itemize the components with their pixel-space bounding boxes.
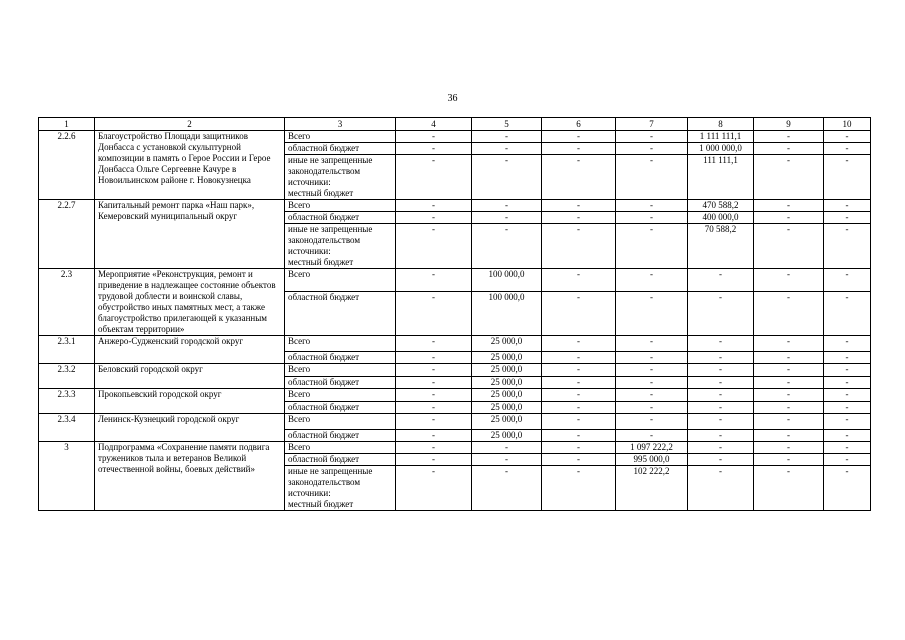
cell-dash: -: [472, 131, 542, 143]
cell-dash: -: [688, 364, 754, 377]
col-header-4: 4: [396, 118, 472, 131]
cell-value: 1 000 000,0: [688, 143, 754, 155]
row-number: 2.2.7: [39, 200, 95, 269]
cell-dash: -: [824, 224, 871, 269]
col-header-1: 1: [39, 118, 95, 131]
cell-dash: -: [688, 430, 754, 442]
cell-dash: -: [396, 364, 472, 377]
cell-dash: -: [472, 143, 542, 155]
cell-dash: -: [542, 389, 616, 402]
row-name: Благоустройство Площади защитников Донбасса с установкой скульптурной композиции в память о Герое России и Герое Донбасса Ольге Сергеевне Качуре в Новоильинском районе г. Новокузнецка: [95, 131, 285, 200]
row-number: 2.3.3: [39, 389, 95, 414]
budget-table: [38, 117, 871, 511]
cell-dash: -: [472, 224, 542, 269]
cell-dash: -: [616, 389, 688, 402]
source-total: Всего: [285, 414, 396, 430]
cell-dash: -: [824, 143, 871, 155]
cell-dash: -: [754, 212, 824, 224]
cell-dash: -: [396, 131, 472, 143]
col-header-9: 9: [754, 118, 824, 131]
row-name: Мероприятие «Реконструкция, ремонт и приведение в надлежащее состояние объектов трудовой доблести и воинской славы, обустройство иных памятных мест, а также благоустройство прилегающей к указанным объектам территории»: [95, 269, 285, 336]
cell-dash: -: [472, 200, 542, 212]
source-total: Всего: [285, 200, 396, 212]
table-row: [39, 442, 871, 454]
cell-dash: -: [616, 430, 688, 442]
source-total: Всего: [285, 336, 396, 352]
source-other: иные не запрещенные законодательством источники:: [285, 155, 396, 189]
cell-dash: -: [542, 155, 616, 200]
cell-dash: -: [396, 155, 472, 200]
source-total: Всего: [285, 131, 396, 143]
cell-value: 100 000,0: [472, 292, 542, 336]
cell-value: 25 000,0: [472, 389, 542, 402]
cell-dash: -: [472, 466, 542, 511]
cell-dash: -: [542, 143, 616, 155]
cell-dash: -: [472, 442, 542, 454]
cell-dash: -: [824, 466, 871, 511]
cell-value: 25 000,0: [472, 377, 542, 389]
cell-dash: -: [688, 336, 754, 352]
cell-dash: -: [754, 269, 824, 292]
source-other: иные не запрещенные законодательством источники:: [285, 224, 396, 258]
table-row: [39, 200, 871, 212]
cell-dash: -: [616, 364, 688, 377]
col-header-3: 3: [285, 118, 396, 131]
cell-dash: -: [396, 269, 472, 292]
cell-dash: -: [754, 454, 824, 466]
cell-dash: -: [824, 364, 871, 377]
row-number: 2.3.4: [39, 414, 95, 442]
cell-value: 25 000,0: [472, 402, 542, 414]
col-header-2: 2: [95, 118, 285, 131]
cell-dash: -: [616, 155, 688, 200]
cell-dash: -: [542, 414, 616, 430]
cell-dash: -: [542, 377, 616, 389]
cell-dash: -: [824, 292, 871, 336]
cell-dash: -: [824, 352, 871, 364]
cell-dash: -: [396, 414, 472, 430]
source-regional: областной бюджет: [285, 377, 396, 389]
source-regional: областной бюджет: [285, 430, 396, 442]
row-name: Прокопьевский городской округ: [95, 389, 285, 414]
cell-dash: -: [754, 336, 824, 352]
cell-dash: -: [824, 200, 871, 212]
cell-dash: -: [396, 224, 472, 269]
cell-dash: -: [824, 454, 871, 466]
cell-dash: -: [542, 466, 616, 511]
cell-dash: -: [824, 155, 871, 200]
cell-dash: -: [396, 336, 472, 352]
cell-dash: -: [754, 224, 824, 269]
cell-dash: -: [542, 430, 616, 442]
source-regional: областной бюджет: [285, 292, 396, 336]
cell-dash: -: [396, 352, 472, 364]
cell-dash: -: [396, 377, 472, 389]
cell-value: 400 000,0: [688, 212, 754, 224]
row-name: Ленинск-Кузнецкий городской округ: [95, 414, 285, 442]
table-row: [39, 389, 871, 402]
cell-dash: -: [824, 414, 871, 430]
header-row: [39, 118, 871, 131]
cell-value: 1 111 111,1: [688, 131, 754, 143]
row-number: 2.3.2: [39, 364, 95, 389]
cell-value: 25 000,0: [472, 430, 542, 442]
table-row: [39, 336, 871, 352]
source-regional: областной бюджет: [285, 212, 396, 224]
cell-dash: -: [542, 442, 616, 454]
col-header-10: 10: [824, 118, 871, 131]
row-number: 2.2.6: [39, 131, 95, 200]
cell-dash: -: [754, 364, 824, 377]
cell-dash: -: [754, 442, 824, 454]
source-regional: областной бюджет: [285, 454, 396, 466]
cell-dash: -: [754, 377, 824, 389]
cell-dash: -: [688, 352, 754, 364]
cell-dash: -: [616, 402, 688, 414]
cell-dash: -: [754, 352, 824, 364]
cell-dash: -: [396, 430, 472, 442]
cell-dash: -: [688, 389, 754, 402]
cell-dash: -: [754, 389, 824, 402]
row-name: Подпрограмма «Сохранение памяти подвига тружеников тыла и ветеранов Великой отечественной войны, боевых действий»: [95, 442, 285, 511]
cell-dash: -: [688, 292, 754, 336]
cell-dash: -: [688, 269, 754, 292]
cell-value: 25 000,0: [472, 352, 542, 364]
cell-dash: -: [754, 292, 824, 336]
cell-value: 25 000,0: [472, 414, 542, 430]
source-local: местный бюджет: [285, 499, 396, 511]
cell-dash: -: [396, 200, 472, 212]
cell-dash: -: [824, 269, 871, 292]
cell-dash: -: [824, 212, 871, 224]
cell-value: 470 588,2: [688, 200, 754, 212]
cell-dash: -: [396, 292, 472, 336]
row-name: Капитальный ремонт парка «Наш парк», Кемеровский муниципальный округ: [95, 200, 285, 269]
cell-dash: -: [754, 200, 824, 212]
col-header-7: 7: [616, 118, 688, 131]
row-number: 2.3: [39, 269, 95, 336]
source-regional: областной бюджет: [285, 402, 396, 414]
cell-dash: -: [542, 336, 616, 352]
cell-dash: -: [396, 402, 472, 414]
cell-dash: -: [754, 414, 824, 430]
cell-dash: -: [616, 377, 688, 389]
table-row: [39, 414, 871, 430]
cell-dash: -: [542, 131, 616, 143]
cell-dash: -: [396, 212, 472, 224]
source-total: Всего: [285, 389, 396, 402]
cell-dash: -: [542, 352, 616, 364]
cell-dash: -: [542, 402, 616, 414]
row-number: 2.3.1: [39, 336, 95, 364]
source-regional: областной бюджет: [285, 352, 396, 364]
cell-dash: -: [396, 389, 472, 402]
cell-value: 100 000,0: [472, 269, 542, 292]
row-name: Беловский городской округ: [95, 364, 285, 389]
source-total: Всего: [285, 442, 396, 454]
cell-value: 25 000,0: [472, 364, 542, 377]
cell-dash: -: [754, 143, 824, 155]
source-local: местный бюджет: [285, 188, 396, 200]
cell-dash: -: [616, 414, 688, 430]
table-row: [39, 364, 871, 377]
cell-value: 995 000,0: [616, 454, 688, 466]
cell-dash: -: [396, 442, 472, 454]
cell-dash: -: [542, 454, 616, 466]
cell-dash: -: [688, 414, 754, 430]
cell-dash: -: [616, 131, 688, 143]
col-header-5: 5: [472, 118, 542, 131]
table-row: [39, 269, 871, 292]
cell-dash: -: [824, 430, 871, 442]
cell-dash: -: [542, 364, 616, 377]
cell-dash: -: [616, 336, 688, 352]
cell-dash: -: [616, 352, 688, 364]
cell-dash: -: [542, 224, 616, 269]
cell-dash: -: [688, 454, 754, 466]
cell-dash: -: [824, 442, 871, 454]
cell-dash: -: [754, 402, 824, 414]
cell-dash: -: [472, 212, 542, 224]
cell-dash: -: [824, 336, 871, 352]
cell-dash: -: [396, 466, 472, 511]
row-number: 3: [39, 442, 95, 511]
cell-dash: -: [472, 155, 542, 200]
cell-dash: -: [824, 131, 871, 143]
row-name: Анжеро-Судженский городской округ: [95, 336, 285, 364]
source-total: Всего: [285, 364, 396, 377]
source-local: местный бюджет: [285, 257, 396, 269]
cell-dash: -: [824, 389, 871, 402]
cell-dash: -: [472, 454, 542, 466]
source-total: Всего: [285, 269, 396, 292]
cell-dash: -: [688, 377, 754, 389]
cell-dash: -: [396, 143, 472, 155]
cell-dash: -: [754, 155, 824, 200]
cell-dash: -: [616, 224, 688, 269]
cell-dash: -: [688, 442, 754, 454]
col-header-6: 6: [542, 118, 616, 131]
cell-dash: -: [754, 430, 824, 442]
cell-dash: -: [754, 466, 824, 511]
page-number: 36: [447, 93, 458, 104]
cell-dash: -: [688, 466, 754, 511]
cell-dash: -: [542, 292, 616, 336]
cell-dash: -: [616, 200, 688, 212]
cell-dash: -: [824, 402, 871, 414]
cell-value: 111 111,1: [688, 155, 754, 200]
cell-dash: -: [542, 269, 616, 292]
table-row: [39, 131, 871, 143]
cell-dash: -: [616, 292, 688, 336]
source-regional: областной бюджет: [285, 143, 396, 155]
cell-dash: -: [542, 200, 616, 212]
cell-dash: -: [542, 212, 616, 224]
cell-value: 102 222,2: [616, 466, 688, 511]
cell-dash: -: [754, 131, 824, 143]
col-header-8: 8: [688, 118, 754, 131]
cell-dash: -: [396, 454, 472, 466]
cell-dash: -: [688, 402, 754, 414]
cell-value: 70 588,2: [688, 224, 754, 269]
cell-value: 25 000,0: [472, 336, 542, 352]
source-other: иные не запрещенные законодательством источники:: [285, 466, 396, 500]
cell-dash: -: [824, 377, 871, 389]
cell-dash: -: [616, 269, 688, 292]
cell-dash: -: [616, 212, 688, 224]
cell-dash: -: [616, 143, 688, 155]
cell-value: 1 097 222,2: [616, 442, 688, 454]
